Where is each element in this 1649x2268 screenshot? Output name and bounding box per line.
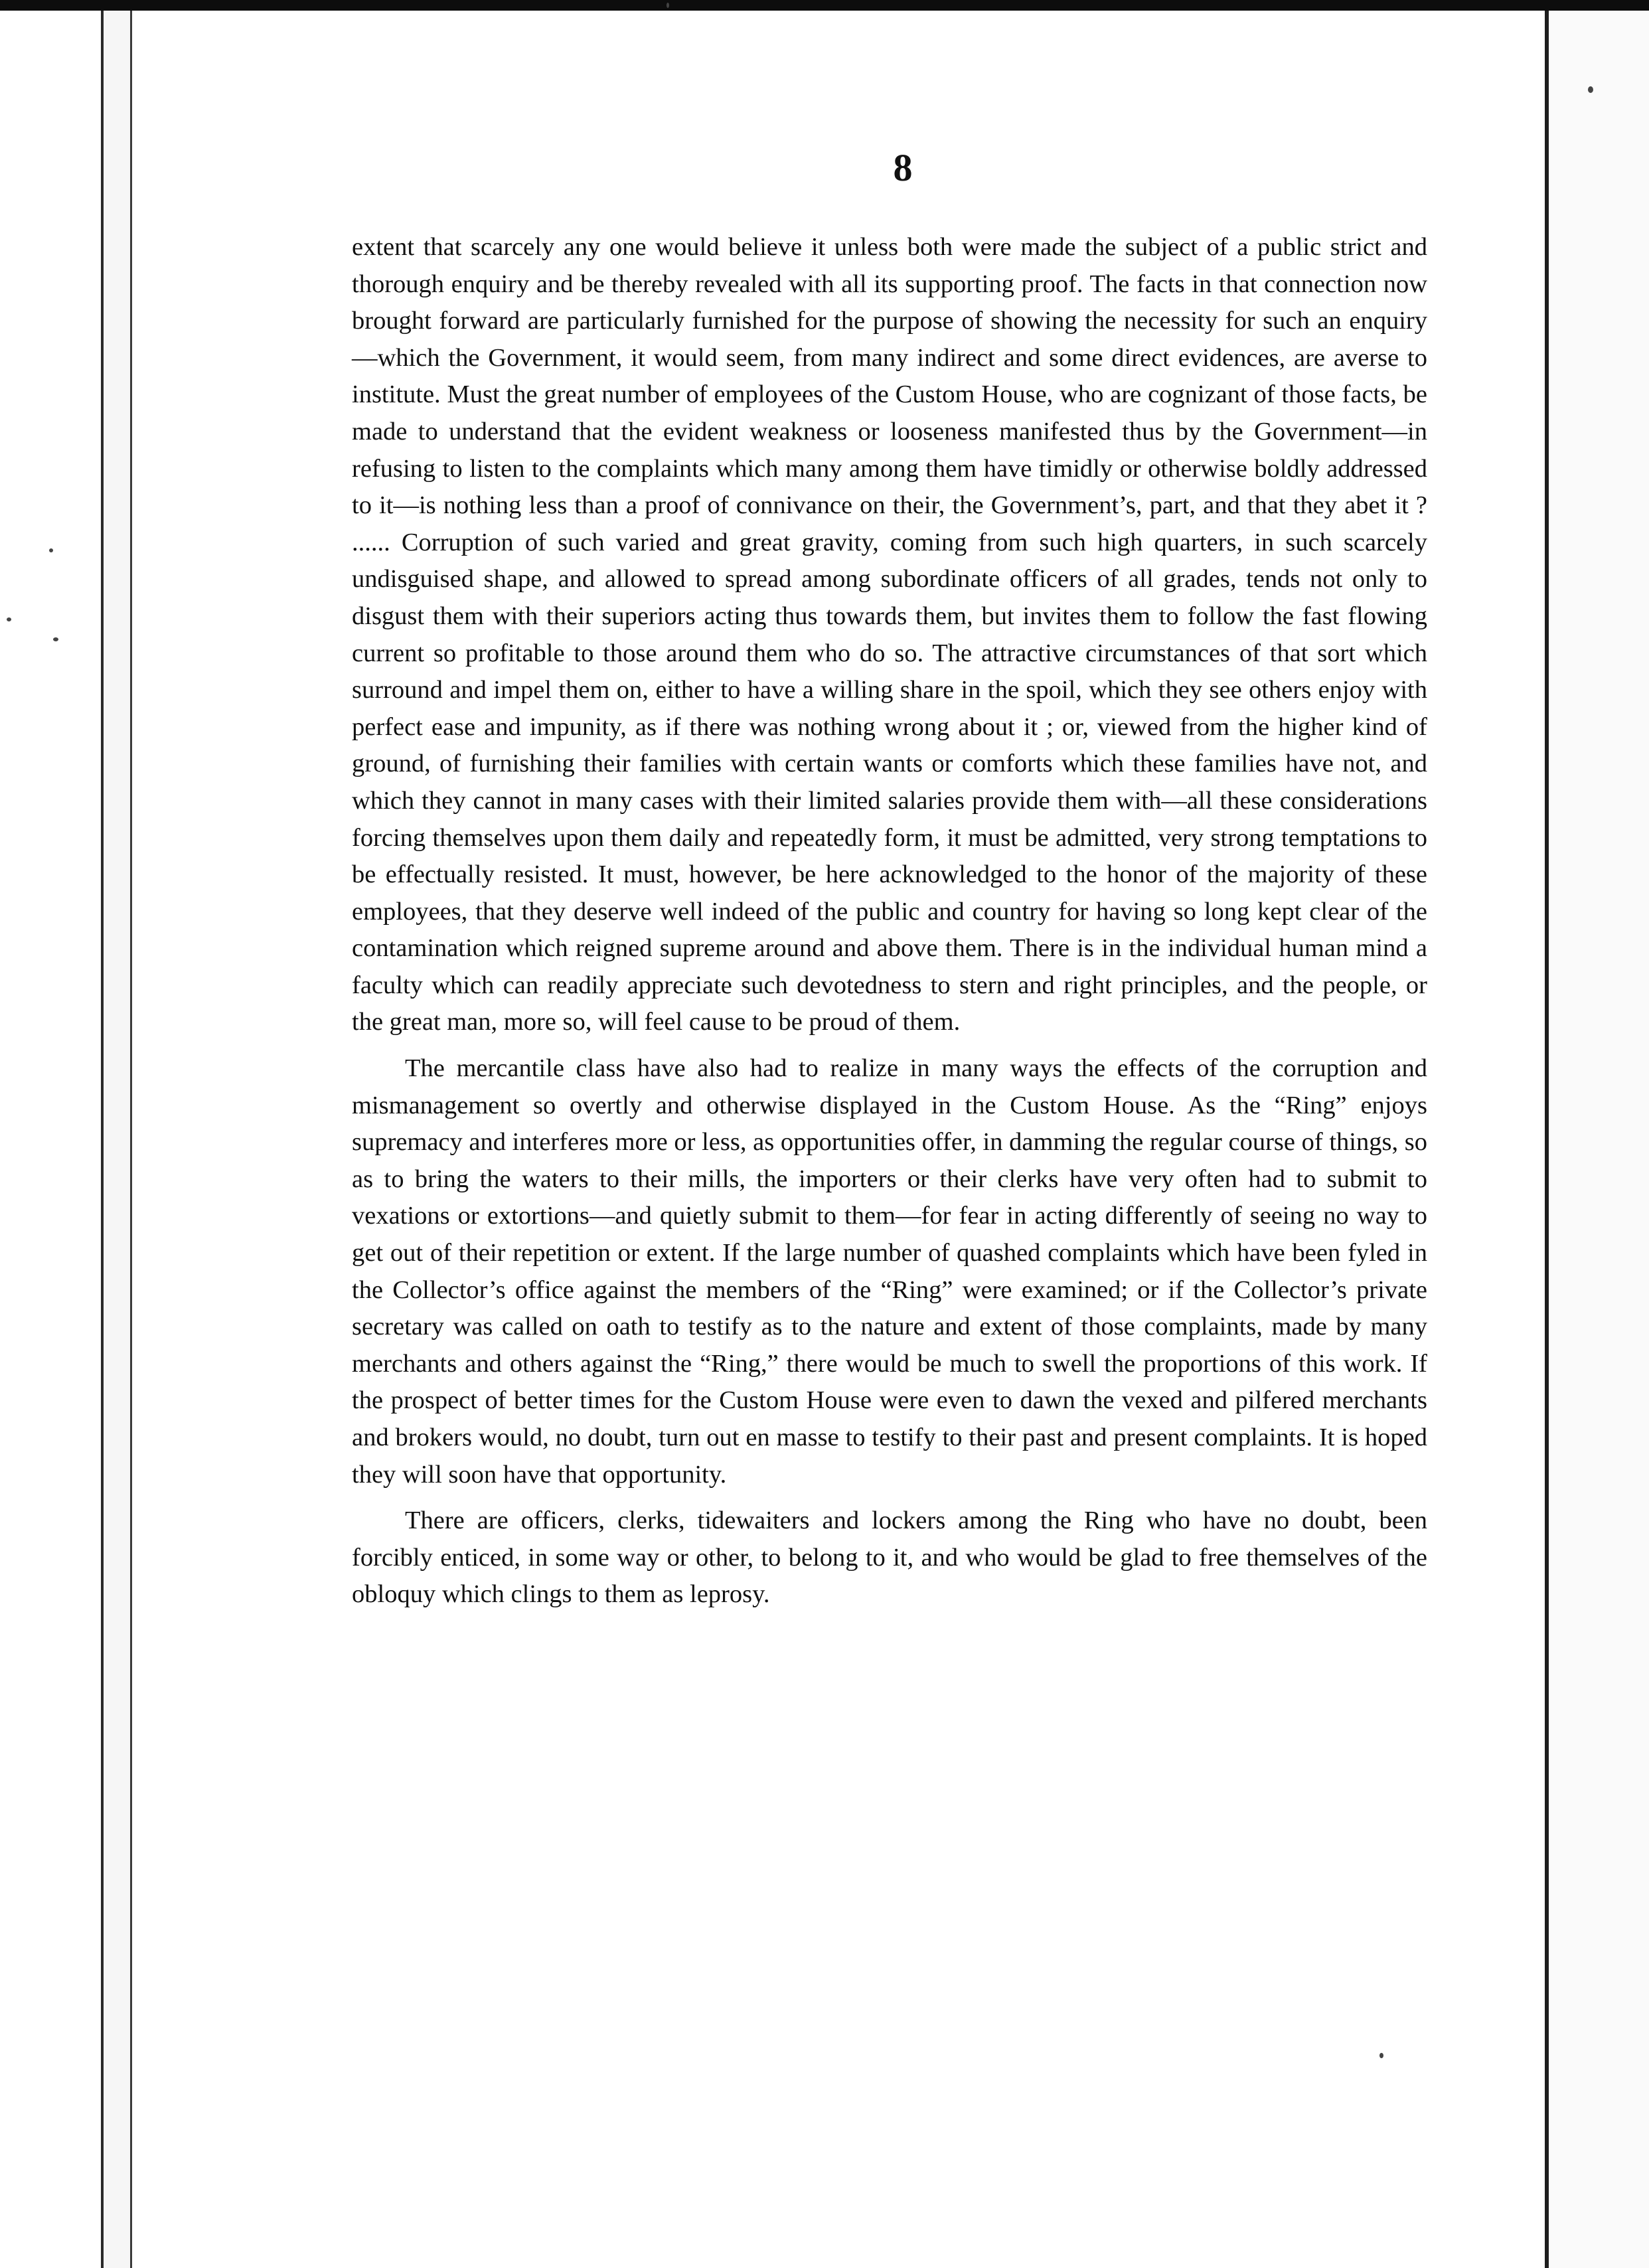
paragraph: The mercantile class have also had to realize in many ways the effects of the corruption and mismanagement so overtly and otherwise displayed in the Custom House. As the “Ring” enjoys supremacy and interferes more or less, as opportunities offer, in damming the regular course of things, so as to bring the waters to their mills, the importers or their clerks have very often had to submit to vexations or extortions—and quietly submit to them—for fear in acting differently of seeing no way to get out of their repetition or extent. If the large number of quashed complaints which have been fyled in the Collector’s office against the members of the “Ring” were examined; or if the Collector’s private secretary was called on oath to testify as to the nature and extent of those complaints, made by many merchants and others against the “Ring,” there would be much to swell the proportions of this work. If the prospect of better times for the Custom House were even to dawn the vexed and pilfered merchants and brokers would, no doubt, turn out en masse to testify to their past and present complaints. It is hoped they will soon have that opportunity. bbox=[352, 1054, 1427, 1489]
margin-speck bbox=[49, 548, 53, 552]
body-text bbox=[352, 229, 1427, 1613]
scan-top-border bbox=[0, 0, 1649, 11]
margin-speck bbox=[7, 617, 11, 621]
margin-speck bbox=[667, 3, 669, 8]
margin-speck bbox=[1588, 86, 1593, 93]
margin-speck bbox=[53, 637, 58, 641]
left-page-gutter bbox=[104, 11, 130, 2268]
paragraph: There are officers, clerks, tidewaiters and lockers among the Ring who have no doubt, been forcibly enticed, in some way or other, to belong to it, and who would be glad to free themselves of the obloquy which clings to them as leprosy. bbox=[352, 1506, 1427, 1609]
right-margin-area bbox=[1549, 11, 1649, 2268]
page-number: 8 bbox=[893, 146, 913, 189]
margin-speck bbox=[1379, 2053, 1383, 2058]
paragraph: extent that scarcely any one would believe it unless both were made the subject of a public strict and thorough enquiry and be thereby revealed with all its supporting proof. The facts in that connection now brought forward are particularly furnished for the purpose of showing the necessity for such an enquiry—which the Government, it would seem, from many indirect and some direct evidences, are averse to institute. Must the great number of employees of the Custom House, who are cognizant of those facts, be made to understand that the evident weakness or looseness manifested thus by the Government—in refusing to listen to the complaints which many among them have timidly or otherwise boldly addressed to it—is nothing less than a proof of connivance on their, the Government’s, part, and that they abet it ? ...... Corruption of such varied and great gravity, coming from such high quarters, in such scarcely undisguised shape, and allowed to spread among subordinate officers of all grades, tends not only to disgust them with their superiors acting thus towards them, but invites them to follow the fast flowing current so profitable to those around them who do so. The attractive circumstances of that sort which surround and impel them on, either to have a willing share in the spoil, which they see others enjoy with perfect ease and impunity, as if there was nothing wrong about it ; or, viewed from the higher kind of ground, of furnishing their families with certain wants or comforts which these families have not, and which they cannot in many cases with their limited salaries provide them with—all these considerations forcing themselves upon them daily and repeatedly form, it must be admitted, very strong temptations to be effectually resisted. It must, however, be here acknowledged to the honor of the majority of these employees, that they deserve well indeed of the public and country for having so long kept clear of the contamination which reigned supreme around and above them. There is in the individual human mind a faculty which can readily appreciate such devotedness to stern and right principles, and the people, or the great man, more so, will feel cause to be proud of them. bbox=[352, 233, 1427, 1036]
left-page-edge-inner bbox=[130, 11, 132, 2268]
